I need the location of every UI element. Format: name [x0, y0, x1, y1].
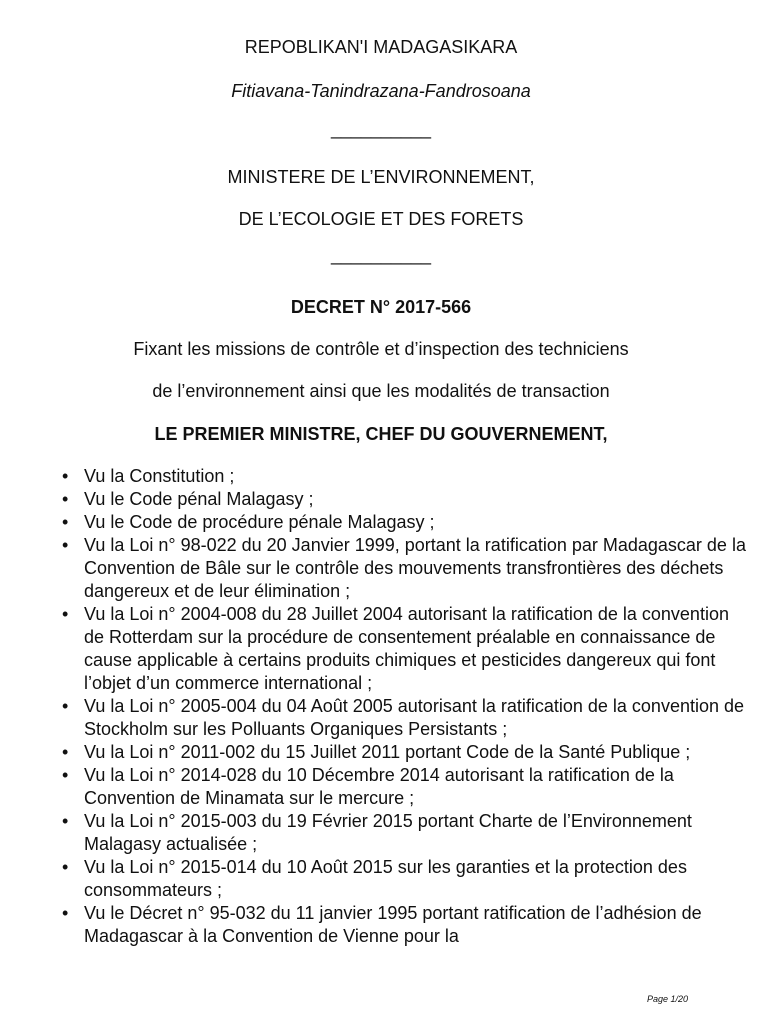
list-item: • Vu le Code pénal Malagasy ;: [60, 488, 750, 511]
ministry-title-line1: MINISTERE DE L’ENVIRONNEMENT,: [227, 167, 535, 187]
list-item: • Vu la Loi n° 2014-028 du 10 Décembre 2014 autorisant la ratification de la Convention de Minamata sur le mercure ;: [60, 764, 750, 810]
decree-subject-line1: Fixant les missions de contrôle et d’inspection des techniciens: [133, 339, 629, 359]
page-number: Page 1/20: [647, 994, 689, 1004]
country-name: REPOBLIKAN'I MADAGASIKARA: [244, 37, 518, 57]
list-item: • Vu la Loi n° 98-022 du 20 Janvier 1999, portant la ratification par Madagascar de la Convention de Bâle sur le contrôle des mouvements transfrontières des déchets dangereux et de leur élimination ;: [60, 534, 750, 603]
decree-authority: LE PREMIER MINISTRE, CHEF DU GOUVERNEMENT,: [154, 424, 608, 444]
ministry-title-line2: DE L’ECOLOGIE ET DES FORETS: [238, 209, 524, 229]
decree-number: DECRET N° 2017-566: [290, 297, 472, 317]
list-item: • Vu le Décret n° 95-032 du 11 janvier 1995 portant ratification de l’adhésion de Madagascar à la Convention de Vienne pour la: [60, 902, 750, 948]
considerations-list: [60, 465, 750, 948]
list-item: • Vu la Loi n° 2005-004 du 04 Août 2005 autorisant la ratification de la convention de Stockholm sur les Polluants Organiques Persistants ;: [60, 695, 750, 741]
separator-line: __________: [330, 119, 432, 139]
separator-line: __________: [330, 245, 432, 265]
list-item: • Vu le Code de procédure pénale Malagasy ;: [60, 511, 750, 534]
list-item: • Vu la Loi n° 2015-003 du 19 Février 2015 portant Charte de l’Environnement Malagasy actualisée ;: [60, 810, 750, 856]
list-item: • Vu la Loi n° 2011-002 du 15 Juillet 2011 portant Code de la Santé Publique ;: [60, 741, 750, 764]
list-item: • Vu la Loi n° 2015-014 du 10 Août 2015 sur les garanties et la protection des consommateurs ;: [60, 856, 750, 902]
decree-subject-line2: de l’environnement ainsi que les modalités de transaction: [152, 381, 610, 401]
national-motto: Fitiavana-Tanindrazana-Fandrosoana: [231, 81, 531, 101]
list-item: • Vu la Constitution ;: [60, 465, 750, 488]
list-item: • Vu la Loi n° 2004-008 du 28 Juillet 2004 autorisant la ratification de la convention de Rotterdam sur la procédure de consentement préalable en connaissance de cause applicable à certains produits chimiques et pesticides dangereux qui font l’objet d’un commerce international ;: [60, 603, 750, 695]
